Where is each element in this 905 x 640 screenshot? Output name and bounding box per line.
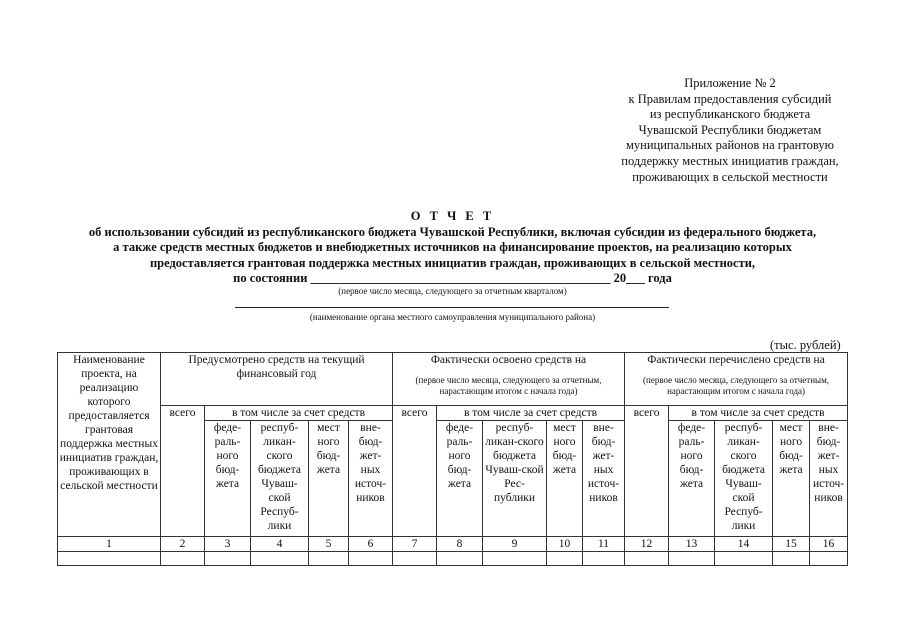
appendix-line: Приложение № 2 [684,76,776,90]
spent-hint: (первое число месяца, следующего за отчетным, нарастающим итогом с начала года) [415,375,602,396]
table-cell[interactable] [583,552,625,566]
column-number: 7 [393,537,437,552]
column-number: 12 [625,537,669,552]
column-number: 8 [437,537,483,552]
appendix-line: муниципальных районов на грантовую [626,138,834,153]
table-cell[interactable] [773,552,810,566]
project-name-header: Наименование проекта, на реализацию которого предоставляется грантовая поддержка местных инициатив граждан, проживающих в сельской местности [58,353,161,537]
column-number: 15 [773,537,810,552]
heading-line: а также средств местных бюджетов и внебюджетных источников на финансирование проектов, на реализацию которых [113,240,792,254]
column-number: 16 [810,537,848,552]
total-header: всего [161,406,205,537]
table-cell[interactable] [625,552,669,566]
republic-header: респуб-ликан-ского бюджета Чуваш-ской Рес-публики [483,421,547,537]
table-row[interactable] [58,552,848,566]
heading-line: предоставляется грантовая поддержка местных инициатив граждан, проживающих в сельской местности, [149,255,756,270]
column-number: 13 [669,537,715,552]
report-title: О Т Ч Е Т [410,209,495,223]
transferred-header [625,353,848,406]
total-header: всего [625,406,669,537]
table-cell[interactable] [58,552,161,566]
report-heading [0,209,905,287]
table-cell[interactable] [161,552,205,566]
transferred-hint: (первое число месяца, следующего за отчетным, нарастающим итогом с начала года) [643,375,830,396]
appendix-line: из республиканского бюджета [649,107,811,122]
column-number: 4 [251,537,309,552]
column-number: 10 [547,537,583,552]
table-cell[interactable] [715,552,773,566]
extrabudget-header: вне-бюд-жет-ных источ-ников [349,421,393,537]
federal-header: феде-раль-ного бюд-жета [437,421,483,537]
spent-header [393,353,625,406]
table-cell[interactable] [349,552,393,566]
org-name-line[interactable] [235,307,669,308]
date-line: по состоянии ________________________________________________ 20___ года [233,271,672,285]
table-cell[interactable] [483,552,547,566]
table-cell[interactable] [393,552,437,566]
column-number: 5 [309,537,349,552]
transferred-title: Фактически перечислено средств на [647,354,825,366]
incl-header: в том числе за счет средств [205,406,393,421]
table-cell[interactable] [547,552,583,566]
spent-title: Фактически освоено средств на [430,354,587,366]
incl-header: в том числе за счет средств [437,406,625,421]
table-cell[interactable] [251,552,309,566]
table-cell[interactable] [205,552,251,566]
federal-header: феде-раль-ного бюд-жета [669,421,715,537]
units-label: (тыс. рублей) [770,338,841,352]
column-number: 6 [349,537,393,552]
incl-header: в том числе за счет средств [669,406,848,421]
org-hint: (наименование органа местного самоуправления муниципального района) [309,312,596,322]
column-number: 9 [483,537,547,552]
table-cell[interactable] [437,552,483,566]
column-number: 11 [583,537,625,552]
republic-header: респуб-ликан-ского бюджета Чуваш-ской Респуб-лики [715,421,773,537]
extrabudget-header: вне-бюд-жет-ных источ-ников [583,421,625,537]
table-cell[interactable] [669,552,715,566]
appendix-block [580,76,880,185]
extrabudget-header: вне-бюд-жет-ных источ-ников [810,421,848,537]
local-header: мест ного бюд-жета [309,421,349,537]
table-cell[interactable] [309,552,349,566]
column-number: 2 [161,537,205,552]
republic-header: респуб-ликан-ского бюджета Чуваш-ской Респуб-лики [251,421,309,537]
table-cell[interactable] [810,552,848,566]
local-header: мест ного бюд-жета [773,421,810,537]
column-number: 14 [715,537,773,552]
column-number: 1 [58,537,161,552]
planned-header: Предусмотрено средств на текущий финансовый год [161,353,393,406]
heading-line: об использовании субсидий из республиканского бюджета Чувашской Республики, включая субсидии из федерального бюджета, [88,224,817,239]
total-header: всего [393,406,437,537]
appendix-line: к Правилам предоставления субсидий [628,91,832,106]
report-table [57,352,848,566]
appendix-line: Чувашской Республики бюджетам [638,122,822,137]
federal-header: феде-раль-ного бюд-жета [205,421,251,537]
appendix-line: проживающих в сельской местности [632,169,828,184]
column-numbers-row [58,537,848,552]
column-number: 3 [205,537,251,552]
date-hint: (первое число месяца, следующего за отчетным кварталом) [338,286,567,296]
appendix-line: поддержку местных инициатив граждан, [621,153,839,168]
local-header: мест ного бюд-жета [547,421,583,537]
